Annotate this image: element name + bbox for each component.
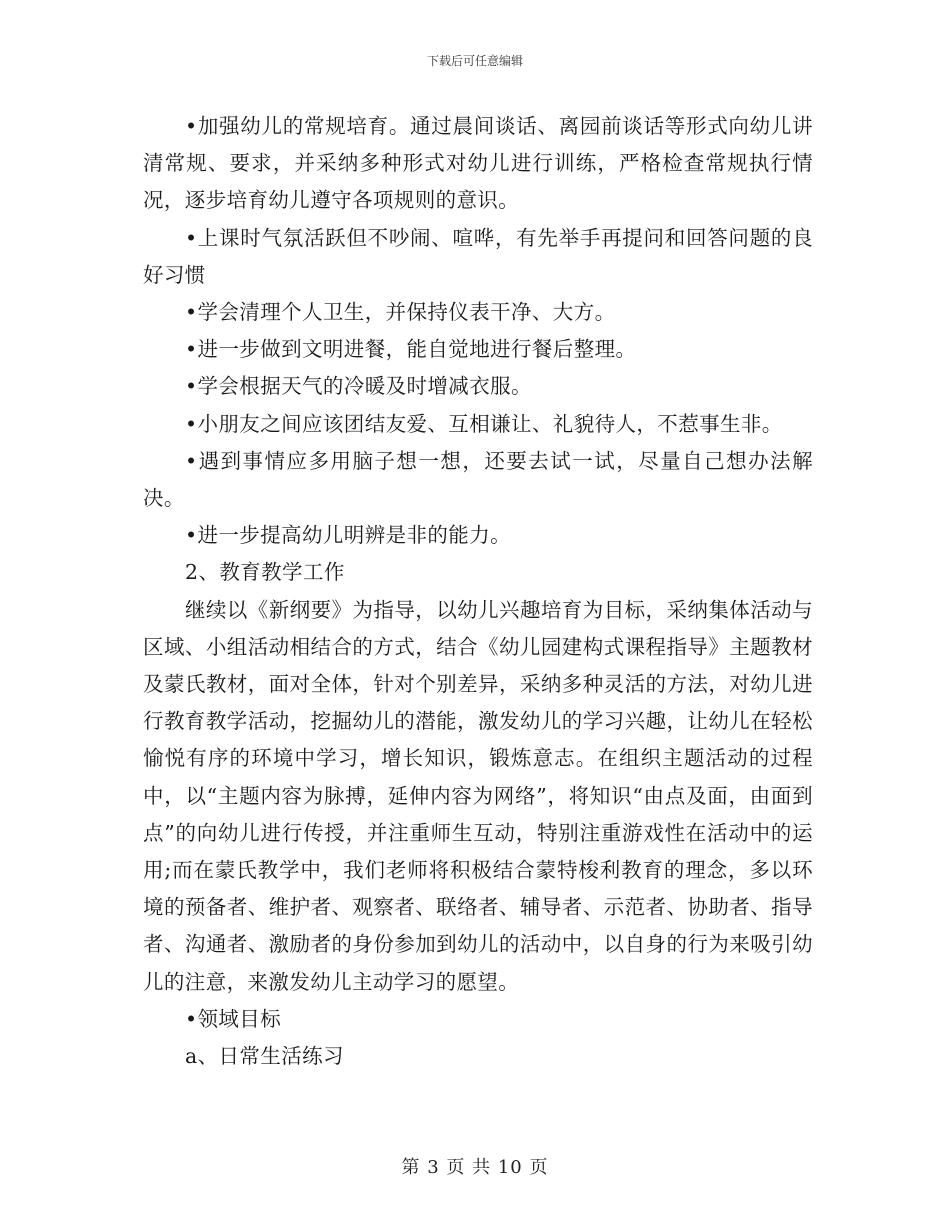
paragraph-routine-training: •加强幼儿的常规培育。通过晨间谈话、离园前谈话等形式向幼儿讲清常规、要求，并采纳多种形式对幼儿进行训练，严格检查常规执行情况，逐步培育幼儿遵守各项规则的意识。 (143, 114, 813, 213)
page-number-footer: 第 3 页 共 10 页 (401, 1157, 549, 1178)
paragraph-personal-hygiene: •学会清理个人卫生，并保持仪表干净、大方。 (185, 300, 616, 325)
paragraph-domain-goals: •领域目标 (185, 1006, 282, 1031)
paragraph-class-atmosphere: •上课时气氛活跃但不吵闹、喧哗，有先举手再提问和回答问题的良好习惯 (143, 225, 813, 287)
paragraph-clothing-weather: •学会根据天气的冷暖及时增减衣服。 (185, 374, 532, 399)
paragraph-right-wrong: •进一步提高幼儿明辨是非的能力。 (185, 523, 511, 548)
page-header-note: 下载后可任意编辑 (426, 54, 523, 68)
section-heading-education: 2、教育教学工作 (185, 560, 345, 585)
paragraph-daily-life-practice: a、日常生活练习 (185, 1044, 344, 1069)
paragraph-friendship: •小朋友之间应该团结友爱、互相谦让、礼貌待人，不惹事生非。 (185, 411, 783, 436)
paragraph-problem-solving: •遇到事情应多用脑子想一想，还要去试一试，尽量自己想办法解决。 (143, 448, 813, 511)
document-body (143, 108, 813, 1075)
paragraph-civilized-dining: •进一步做到文明进餐，能自觉地进行餐后整理。 (185, 337, 637, 362)
paragraph-education-work: 继续以《新纲要》为指导，以幼儿兴趣培育为目标，采纳集体活动与区域、小组活动相结合的方式，结合《幼儿园建构式课程指导》主题教材及蒙氏教材，面对全体，针对个别差异，采纳多种灵活的方法，对幼儿进行教育教学活动，挖掘幼儿的潜能，激发幼儿的学习兴趣，让幼儿在轻松愉悦有序的环境中学习，增长知识，锻炼意志。在组织主题活动的过程中，以“主题内容为脉搏，延伸内容为网络”，将知识“由点及面，由面到点”的向幼儿进行传授，并注重师生互动，特别注重游戏性在活动中的运用;而在蒙氏教学中，我们老师将积极结合蒙特梭利教育的理念，多以环境的预备者、维护者、观察者、联络者、辅导者、示范者、协助者、指导者、沟通者、激励者的身份参加到幼儿的活动中，以自身的行为来吸引幼儿的注意，来激发幼儿主动学习的愿望。 (143, 597, 813, 994)
